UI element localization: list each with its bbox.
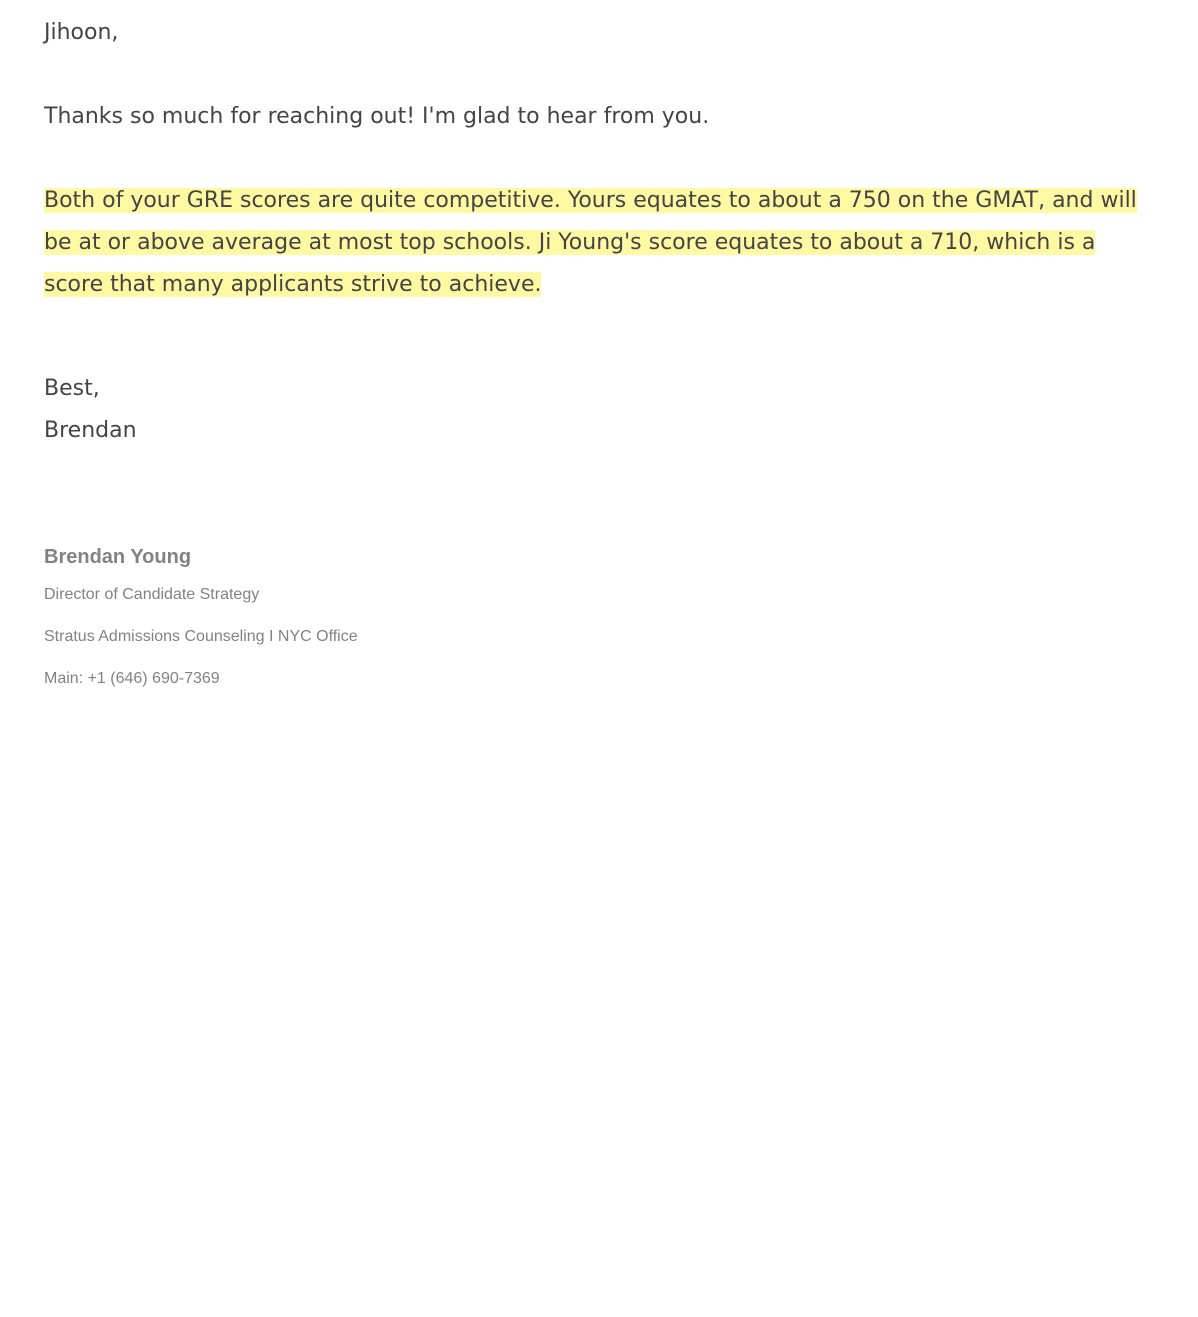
email-body [44,12,1154,452]
spacer [44,306,1154,368]
sender-first-name: Brendan [44,418,137,443]
signature-title: Director of Candidate Strategy [44,586,260,603]
signature-organization: Stratus Admissions Counseling I NYC Office [44,628,358,645]
score-paragraph [44,180,1154,306]
email-signature [44,540,358,700]
intro-paragraph: Thanks so much for reaching out! I'm glad to hear from you. [44,104,710,129]
spacer [44,138,1154,180]
signature-phone[interactable]: Main: +1 (646) 690-7369 [44,670,220,687]
highlighted-text: Both of your GRE scores are quite competitive. Yours equates to about a 750 on the GMAT, and will be at or above average at most top schools. Ji Young's score equates to about a 710, which is a score that many applicants strive to achieve. [44,188,1137,297]
greeting-line: Jihoon, [44,20,119,45]
closing-line: Best, [44,376,100,401]
spacer [44,54,1154,96]
signature-name: Brendan Young [44,546,192,568]
